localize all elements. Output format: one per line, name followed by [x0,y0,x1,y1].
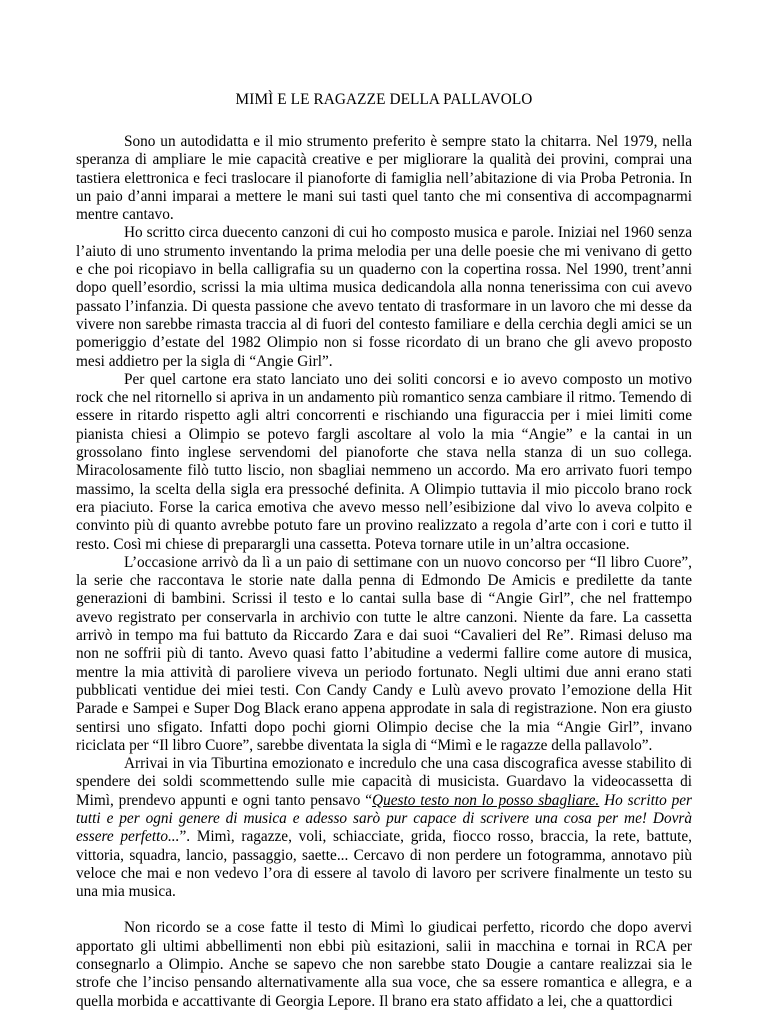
italic-thought: Ho scritto per tutti e per ogni genere di musica e adesso sarò pur capace di scrivere una cosa per me! Dovrà essere perfetto... [76,791,692,846]
underlined-thought: Questo testo non lo posso sbagliare. [372,791,600,809]
paragraph: Per quel cartone era stato lanciato uno dei soliti concorsi e io avevo composto un motivo rock che nel ritornello si apriva in un andamento più romantico senza cambiare il ritmo. Temendo di essere in ritardo rispetto agli altri concorrenti e rischiando una figuraccia per i miei limiti come pianista chiesi a Olimpio se potevo fargli ascoltare al volo la mia “Angie” e la cantai in un grossolano finto inglese servendomi del pianoforte che stava nella stanza di un suo collega. Miracolosamente filò tutto liscio, non sbagliai nemmeno un accordo. Ma ero arrivato fuori tempo massimo, la scelta della sigla era pressoché definita. A Olimpio tuttavia il mio piccolo brano rock era piaciuto. Forse la carica emotiva che avevo messo nell’esibizione dal vivo lo aveva colpito e convinto più di quanto avrebbe potuto fare un provino realizzato a regola d’arte con i cori e tutto il resto. Così mi chiese di preparargli una cassetta. Poteva tornare utile in un’altra occasione. [76,370,692,553]
document-title: MIMÌ E LE RAGAZZE DELLA PALLAVOLO [235,91,533,108]
document-body [76,133,692,1011]
paragraph: Sono un autodidatta e il mio strumento preferito è sempre stato la chitarra. Nel 1979, nella speranza di ampliare le mie capacità creative e per migliorare la qualità dei provini, comprai una tastiera elettronica e feci traslocare il pianoforte di famiglia nell’abitazione di via Proba Petronia. In un paio d’anni imparai a mettere le mani sui tasti quel tanto che mi consentiva di accompagnarmi mentre cantavo. [76,133,692,224]
paragraph-text: Arrivai in via Tiburtina emozionato e incredulo che una casa discografica avesse stabilito di spendere dei soldi scommettendo sulle mie capacità di musicista. Guardavo la videocassetta di Mimì, prendevo appunti e ogni tanto pensavo “ [76,755,692,809]
paragraph: L’occasione arrivò da lì a un paio di settimane con un nuovo concorso per “Il libro Cuore”, la serie che raccontava le storie nate dalla penna di Edmondo De Amicis e predilette da tante generazioni di bambini. Scrissi il testo e lo cantai sulla base di “Angie Girl”, che nel frattempo avevo registrato per conservarla in archivio con tutte le altre canzoni. Niente da fare. La cassetta arrivò in tempo ma fui battuto da Riccardo Zara e dai suoi “Cavalieri del Re”. Rimasi deluso ma non ne soffrii più di tanto. Avevo quasi fatto l’abitudine a vedermi fallire come autore di musica, mentre la mia attività di paroliere viveva un periodo fortunato. Negli ultimi due anni erano stati pubblicati ventidue dei miei testi. Con Candy Candy e Lulù avevo provato l’emozione della Hit Parade e Sampei e Super Dog Black erano appena approdate in sala di registrazione. Non era giusto sentirsi uno sfigato. Infatti dopo pochi giorni Olimpio decise che la mia “Angie Girl”, invano riciclata per “Il libro Cuore”, sarebbe diventata la sigla di “Mimì e le ragazze della pallavolo”. [76,553,692,754]
paragraph-text: ”. Mimì, ragazze, voli, schiacciate, grida, fiocco rosso, braccia, la rete, battute, vittoria, squadra, lancio, passaggio, saette... Cercavo di non perdere un fotogramma, annotavo più veloce che mai e non vedevo l’ora di essere al tavolo di lavoro per scrivere finalmente un testo su una mia musica. [76,828,692,901]
paragraph [76,755,692,901]
paragraph: Non ricordo se a cose fatte il testo di Mimì lo giudicai perfetto, ricordo che dopo avervi apportato gli ultimi abbellimenti non ebbi più esitazioni, salii in macchina e tornai in RCA per consegnarlo a Olimpio. Anche se sapevo che non sarebbe stato Dougie a cantare realizzai sia le strofe che l’inciso pensando alternativamente alla sua voce, che sa essere romantica e allegra, e a quella morbida e accattivante di Georgia Lepore. Il brano era stato affidato a lei, che a quattordici [76,919,692,1010]
paragraph: Ho scritto circa duecento canzoni di cui ho composto musica e parole. Iniziai nel 1960 senza l’aiuto di uno strumento inventando la prima melodia per una delle poesie che mi venivano di getto e che poi ricopiavo in bella calligrafia su un quaderno con la copertina rossa. Nel 1990, trent’anni dopo quell’esordio, scrissi la mia ultima musica dedicandola alla nonna tenerissima con cui avevo passato l’infanzia. Di questa passione che avevo tentato di trasformare in un lavoro che mi desse da vivere non sarebbe rimasta traccia al di fuori del contesto familiare e della cerchia degli amici se un pomeriggio d’estate del 1982 Olimpio non si fosse ricordato di un brano che gli avevo proposto mesi addietro per la sigla di “Angie Girl”. [76,224,692,370]
